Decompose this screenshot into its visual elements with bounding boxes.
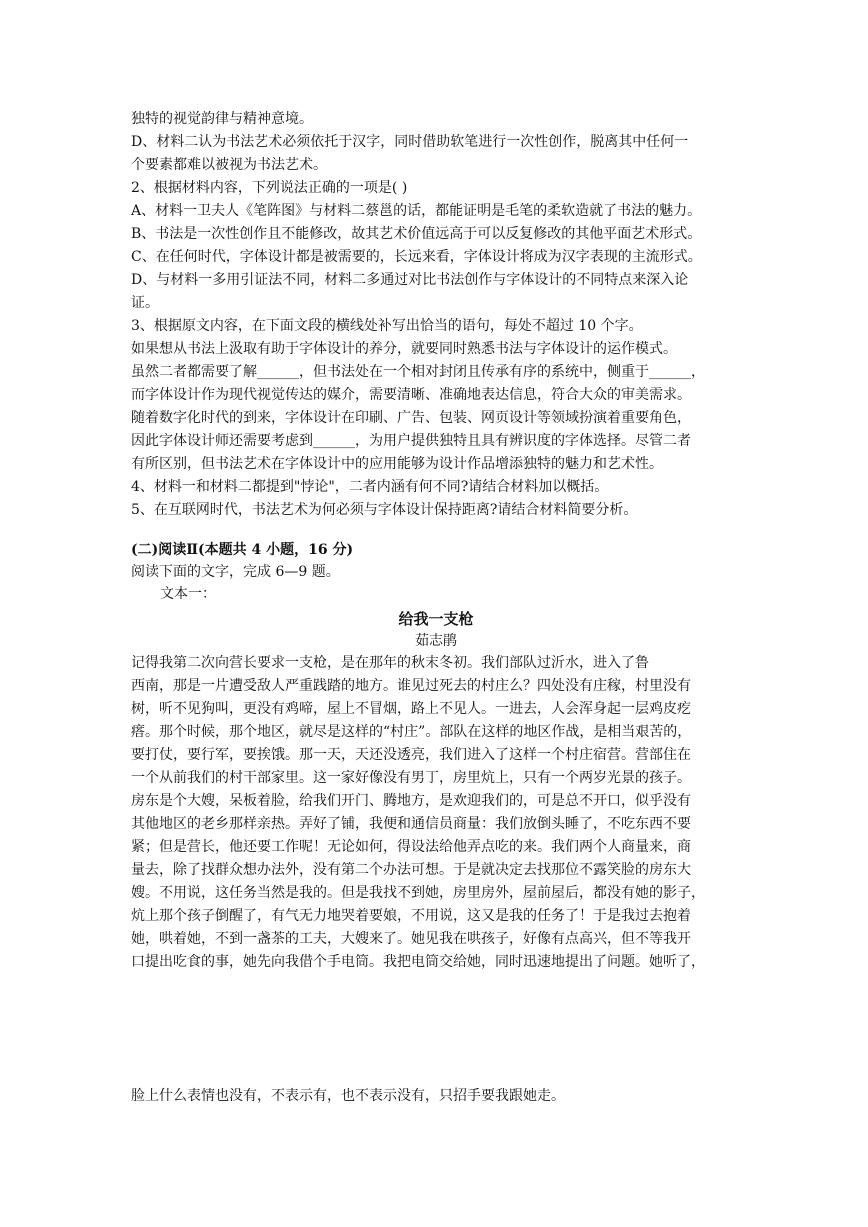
story-line: 记得我第二次向营长要求一支枪，是在那年的秋末冬初。我们部队过沂水，进入了鲁 xyxy=(131,655,649,671)
text-line: C、在任何时代，字体设计都是被需要的，长远来看，字体设计将成为汉字表现的主流形式。 xyxy=(131,249,702,265)
story-line: 房东是个大嫂，呆板着脸，给我们开门、腾地方，是欢迎我们的，可是总不开口，似乎没有 xyxy=(131,793,691,809)
text-line: 5、在互联网时代，书法艺术为何必须与字体设计保持距离?请结合材料简要分析。 xyxy=(131,502,638,518)
story-line: 量去，除了找群众想办法外，没有第二个办法可想。于是就决定去找那位不露笑脸的房东大 xyxy=(131,862,691,878)
text-line: 虽然二者都需要了解______，但书法处在一个相对封闭且传承有序的系统中，侧重于______， xyxy=(131,364,705,380)
text-line: A、材料一卫夫人《笔阵图》与材料二蔡邕的话，都能证明是毛笔的柔软造就了书法的魅力。 xyxy=(131,203,702,219)
story-line: 紧；但是营长，他还要工作呢！无论如何，得设法给他弄点吃的来。我们两个人商量来，商 xyxy=(131,839,691,855)
text-line: 因此字体设计师还需要考虑到______，为用户提供独特且具有辨识度的字体选择。尽管二者 xyxy=(131,433,691,449)
story-line: 树，听不见狗叫，更没有鸡啼，屋上不冒烟，路上不见人。一进去，人会浑身起一层鸡皮疙 xyxy=(131,701,691,717)
text-line: 而字体设计作为现代视觉传达的媒介，需要清晰、准确地表达信息，符合大众的审美需求。 xyxy=(131,387,691,403)
text-line: 证。 xyxy=(131,295,159,311)
text-line: B、书法是一次性创作且不能修改，故其艺术价值远高于可以反复修改的其他平面艺术形式。 xyxy=(131,226,702,242)
text-line: 3、根据原文内容，在下面文段的横线处补写出恰当的语句，每处不超过 10 个字。 xyxy=(131,318,643,334)
text-label: 文本一： xyxy=(160,586,216,602)
story-line: 口提出吃食的事，她先向我借个手电筒。我把电筒交给她，同时迅速地提出了问题。她听了， xyxy=(131,954,705,970)
text-line: D、材料二认为书法艺术必须依托于汉字，同时借助软笔进行一次性创作，脱离其中任何一 xyxy=(131,134,689,150)
text-line: 个要素都难以被视为书法艺术。 xyxy=(131,157,327,173)
text-line: D、与材料一多用引证法不同，材料二多通过对比书法创作与字体设计的不同特点来深入论 xyxy=(131,272,689,288)
story-line: 要打仗，要行军，要挨饿。那一天，天还没透亮，我们进入了这样一个村庄宿营。营部住在 xyxy=(131,747,691,763)
instruction-text: 阅读下面的文字，完成 6—9 题。 xyxy=(131,564,340,580)
story-last-line: 脸上什么表情也没有，不表示有，也不表示没有，只招手要我跟她走。 xyxy=(131,1088,565,1104)
story-title: 给我一支枪 xyxy=(398,610,474,628)
text-line: 随着数字化时代的到来，字体设计在印刷、广告、包装、网页设计等领域扮演着重要角色， xyxy=(131,410,691,426)
story-line: 一个从前我们的村干部家里。这一家好像没有男丁，房里炕上，只有一个两岁光景的孩子。 xyxy=(131,770,691,786)
text-line: 如果想从书法上汲取有助于字体设计的养分，就要同时熟悉书法与字体设计的运作模式。 xyxy=(131,341,677,357)
text-line: 独特的视觉韵律与精神意境。 xyxy=(131,111,313,127)
story-line: 西南，那是一片遭受敌人严重践踏的地方。谁见过死去的村庄么？四处没有庄稼，村里没有 xyxy=(131,678,691,694)
text-line: 2、根据材料内容，下列说法正确的一项是( ) xyxy=(131,180,408,196)
text-line: 有所区别，但书法艺术在字体设计中的应用能够为设计作品增添独特的魅力和艺术性。 xyxy=(131,456,663,472)
section-heading: (二)阅读Ⅱ(本题共 4 小题，16 分) xyxy=(131,542,354,558)
story-line: 其他地区的老乡那样亲热。弄好了铺，我便和通信员商量：我们放倒头睡了，不吃东西不要 xyxy=(131,816,691,832)
story-line: 嫂。不用说，这任务当然是我的。但是我找不到她，房里房外，屋前屋后，都没有她的影子， xyxy=(131,885,705,901)
text-line: 4、材料一和材料二都提到"悖论"，二者内涵有何不同?请结合材料加以概括。 xyxy=(131,479,609,495)
story-line: 炕上那个孩子倒醒了，有气无力地哭着要娘，不用说，这又是我的任务了！于是我过去抱着 xyxy=(131,908,691,924)
story-author: 茹志鹃 xyxy=(415,633,457,649)
story-line: 瘩。那个时候，那个地区，就尽是这样的“村庄”。部队在这样的地区作战，是相当艰苦的， xyxy=(131,724,692,740)
story-line: 她，哄着她，不到一盏茶的工夫，大嫂来了。她见我在哄孩子，好像有点高兴，但不等我开 xyxy=(131,931,691,947)
